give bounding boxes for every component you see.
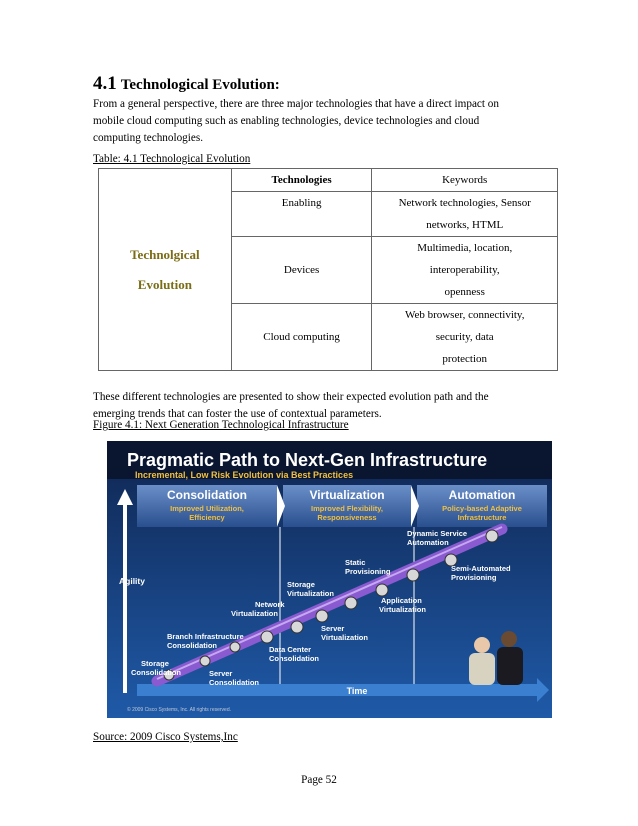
phase-desc: Infrastructure	[457, 513, 507, 522]
keyword-line: Web browser, connectivity,	[404, 309, 525, 321]
row-label-line: Technolgical	[130, 246, 200, 262]
figure-graphic	[107, 441, 552, 718]
x-axis-bar	[137, 684, 537, 696]
phase-desc: Policy-based Adaptive	[442, 504, 522, 513]
keyword-line: security, data	[435, 331, 494, 343]
figure-subtitle: Incremental, Low Risk Evolution via Best Practices	[135, 470, 354, 480]
tech-cell: Cloud computing	[231, 304, 372, 371]
milestone-label: Consolidation	[167, 641, 217, 650]
milestone-node	[376, 584, 388, 596]
milestone-node	[407, 569, 419, 581]
milestone-label: Server	[321, 624, 345, 633]
phase-desc: Improved Utilization,	[170, 504, 244, 513]
milestone-label: Provisioning	[345, 567, 391, 576]
phase-desc: Responsiveness	[317, 513, 377, 522]
keyword-line: interoperability,	[429, 264, 500, 276]
milestone-label: Virtualization	[379, 605, 426, 614]
table-caption: Table: 4.1 Technological Evolution	[93, 153, 251, 165]
para-line: These different technologies are presented to show their expected evolution path and the	[93, 391, 489, 403]
milestone-label: Network	[255, 600, 285, 609]
milestone-node	[316, 610, 328, 622]
technology-table	[98, 168, 558, 371]
milestone-label: Virtualization	[231, 609, 278, 618]
milestone-node	[291, 621, 303, 633]
axis-label-time: Time	[346, 686, 368, 696]
row-label-cell	[99, 169, 232, 371]
phase-desc: Efficiency	[189, 513, 225, 522]
keywords-cell	[372, 237, 558, 304]
milestone-label: Semi-Automated	[451, 564, 511, 573]
phase-name: Consolidation	[167, 488, 247, 502]
figure-title: Pragmatic Path to Next-Gen Infrastructure	[127, 450, 488, 470]
keywords-cell	[372, 304, 558, 371]
tech-cell: Devices	[231, 237, 372, 304]
milestone-label: Storage	[287, 580, 315, 589]
figure-source: Source: 2009 Cisco Systems,Inc	[93, 731, 238, 743]
section-title: Technological Evolution:	[120, 77, 280, 93]
header-technologies: Technologies	[231, 169, 372, 192]
phase-name: Virtualization	[309, 488, 385, 502]
milestone-node	[345, 597, 357, 609]
milestone-label: Virtualization	[321, 633, 368, 642]
milestone-label: Consolidation	[209, 678, 259, 687]
axis-label-agility: Agility	[119, 576, 145, 586]
milestone-node	[261, 631, 273, 643]
figure-caption: Figure 4.1: Next Generation Technological Infrastructure	[93, 419, 349, 431]
milestone-label: Consolidation	[131, 668, 181, 677]
milestone-label: Dynamic Service	[407, 529, 468, 538]
keyword-line: Multimedia, location,	[417, 242, 513, 254]
milestone-label: Storage	[141, 659, 169, 668]
milestone-node	[230, 642, 240, 652]
milestone-label: Provisioning	[451, 573, 497, 582]
intro-line: mobile cloud computing such as enabling technologies, device technologies and cloud	[93, 115, 480, 127]
milestone-node	[486, 530, 498, 542]
milestone-label: Automation	[407, 538, 449, 547]
milestone-label: Data Center	[269, 645, 312, 654]
section-heading	[93, 73, 280, 95]
figure-copyright: © 2009 Cisco Systems, Inc. All rights reserved.	[127, 707, 232, 713]
intro-paragraph	[93, 96, 563, 147]
intro-line: computing technologies.	[93, 132, 203, 144]
milestone-label: Branch Infrastructure	[167, 632, 244, 641]
milestone-label: Static	[345, 558, 366, 567]
milestone-label: Consolidation	[269, 654, 319, 663]
tech-cell: Enabling	[231, 192, 372, 237]
keywords-cell	[372, 192, 558, 237]
infrastructure-figure	[107, 441, 552, 718]
second-paragraph	[93, 389, 563, 423]
keyword-line: networks, HTML	[426, 219, 504, 231]
section-number: 4.1	[93, 73, 117, 94]
header-keywords: Keywords	[372, 169, 558, 192]
keyword-line: Network technologies, Sensor	[398, 197, 531, 209]
keyword-line: protection	[442, 353, 488, 365]
milestone-label: Application	[381, 596, 422, 605]
milestone-label: Server	[209, 669, 233, 678]
page-number: Page 52	[301, 774, 337, 786]
row-label-line: Evolution	[137, 276, 192, 292]
phase-desc: Improved Flexibility,	[311, 504, 383, 513]
milestone-label: Virtualization	[287, 589, 334, 598]
milestone-node	[200, 656, 210, 666]
intro-line: From a general perspective, there are three major technologies that have a direct impact on	[93, 98, 499, 110]
keyword-line: openness	[444, 286, 485, 298]
phase-name: Automation	[448, 488, 516, 502]
para-line: emerging trends that can foster the use of contextual parameters.	[93, 408, 382, 420]
